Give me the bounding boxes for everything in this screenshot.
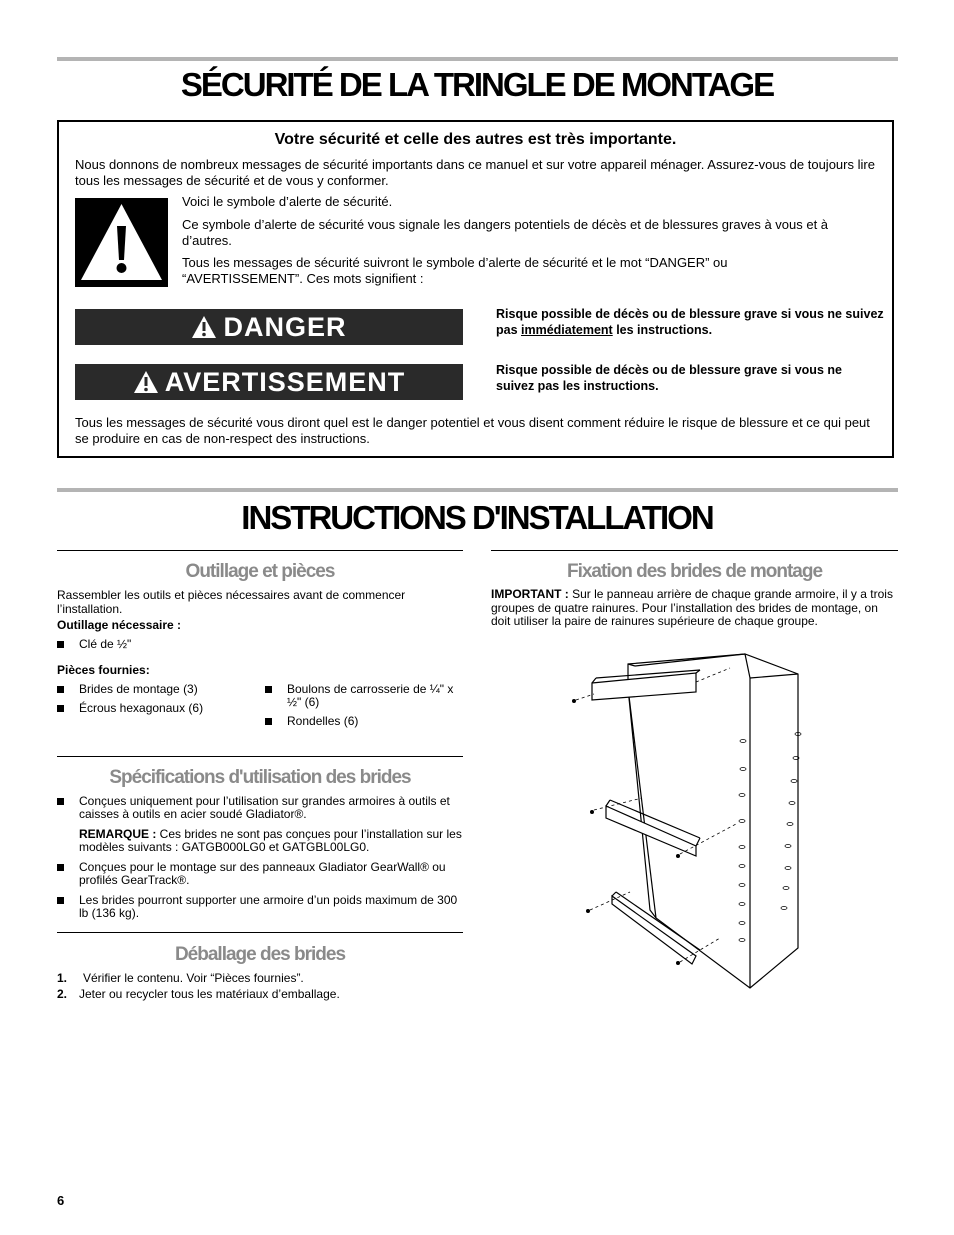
parts-label: Pièces fournies: [57, 663, 150, 677]
mounting-important [491, 588, 896, 629]
spec-note-label: REMARQUE : [79, 827, 157, 841]
specs-rule [57, 756, 463, 757]
tools-label: Outillage nécessaire : [57, 618, 182, 632]
unpack-step: 1. Vérifier le contenu. Voir “Pièces fournies”. [57, 971, 304, 985]
warning-triangle-icon [133, 370, 159, 394]
important-text: Sur le panneau arrière de chaque grande armoire, il y a trois groupes de quatre rainures. Pour l’installation des brides de montage, on doit utiliser la paire de rainures supérieure de chaque groupe. [491, 587, 893, 628]
danger-text-underline: immédiatement [521, 323, 613, 337]
install-rule [57, 488, 898, 492]
warning-triangle-icon [191, 315, 217, 339]
cabinet-bracket-illustration [560, 648, 830, 998]
mounting-heading: Fixation des brides de montage [566, 561, 823, 582]
mounting-rule [491, 550, 898, 551]
danger-text-b: les instructions. [612, 323, 713, 337]
specs-heading: Spécifications d'utilisation des brides [109, 767, 411, 788]
symbol-line-3: Tous les messages de sécurité suivront le symbole d’alerte de sécurité et le mot “DANGER” ou “AVERTISSEMENT”. Ces mots signifient : [182, 255, 728, 286]
unpack-step: 2. Jeter ou recycler tous les matériaux d’emballage. [57, 987, 340, 1001]
safety-intro: Nous donnons de nombreux messages de sécurité importants dans ce manuel et sur votre appareil ménager. Assurez-vous de toujours lire tous les messages de sécurité et de vous y conformer. [75, 157, 875, 188]
safety-alert-symbol-icon [75, 198, 168, 287]
tools-heading: Outillage et pièces [185, 561, 335, 582]
safety-title: SÉCURITÉ DE LA TRINGLE DE MONTAGE [180, 66, 774, 103]
unpack-rule [57, 932, 463, 933]
warning-text: Risque possible de décès ou de blessure grave si vous ne suivez pas les instructions. [496, 363, 842, 393]
warning-signal [75, 364, 463, 400]
danger-text [496, 306, 891, 338]
unpack-heading: Déballage des brides [174, 944, 346, 965]
tools-rule [57, 550, 463, 551]
danger-signal [75, 309, 463, 345]
page-number: 6 [57, 1193, 65, 1208]
spec-note [79, 828, 463, 854]
symbol-line-2: Ce symbole d’alerte de sécurité vous signale les dangers potentiels de décès et de blessures graves à vous et à d’autres. [182, 217, 829, 248]
important-label: IMPORTANT : [491, 587, 569, 601]
safety-closing: Tous les messages de sécurité vous diront quel est le danger potentiel et vous disent comment réduire le risque de blessure et ce qui peut se produire en cas de non-respect des instructions. [75, 415, 870, 446]
install-title: INSTRUCTIONS D'INSTALLATION [241, 499, 713, 536]
symbol-line-1: Voici le symbole d’alerte de sécurité. [182, 194, 393, 209]
danger-label: DANGER [223, 311, 347, 342]
spec-note-text: Ces brides ne sont pas conçues pour l’installation sur les modèles suivants : GATGB000LG0 et GATGBL00LG0. [79, 827, 462, 854]
warning-label: AVERTISSEMENT [164, 366, 406, 397]
top-rule [57, 57, 898, 61]
danger-text-a: Risque possible de décès ou de blessure grave si vous ne suivez pas [496, 307, 884, 337]
safety-box-heading: Votre sécurité et celle des autres est très importante. [274, 131, 677, 148]
tools-intro: Rassembler les outils et pièces nécessaires avant de commencer l’installation. [57, 588, 406, 616]
